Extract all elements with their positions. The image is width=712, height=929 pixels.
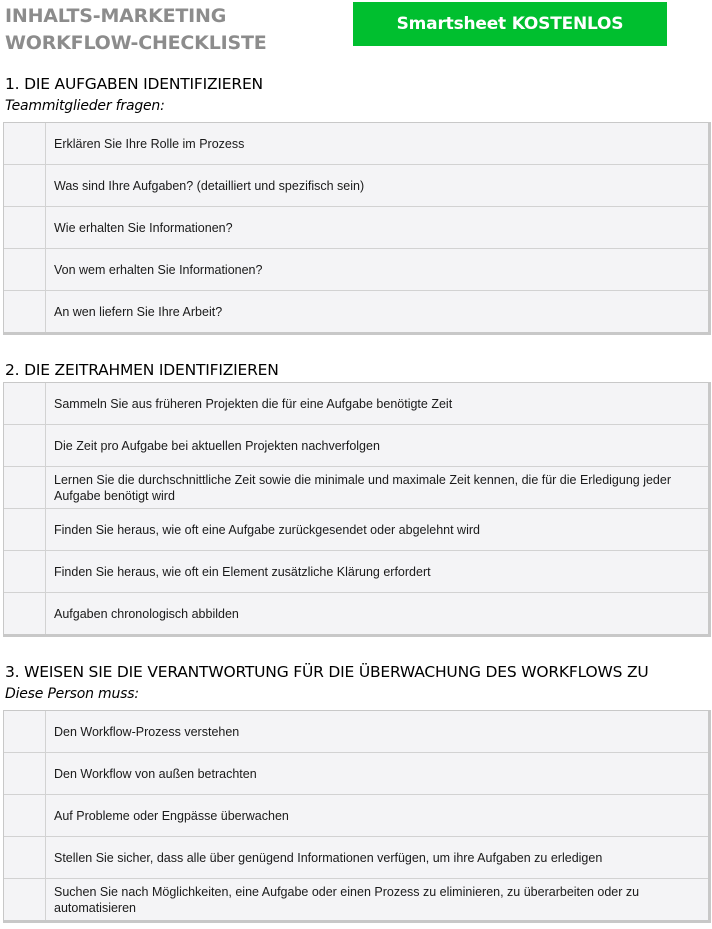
checkbox[interactable] (4, 165, 46, 206)
checkbox[interactable] (4, 291, 46, 332)
section-subheading: Teammitglieder fragen: (5, 98, 165, 114)
checklist-row (4, 249, 708, 291)
section-subheading: Diese Person muss: (5, 686, 139, 702)
checklist-item-text: Was sind Ihre Aufgaben? (detailliert und spezifisch sein) (54, 178, 365, 193)
checklist-item-text: Auf Probleme oder Engpässe überwachen (54, 808, 289, 823)
checklist-row (4, 795, 708, 837)
checklist-item-text: Lernen Sie die durchschnittliche Zeit sowie die minimale und maximale Zeit kennen, die für die Erledigung jeder Aufgabe benötigt wird (54, 472, 671, 503)
checkbox[interactable] (4, 383, 46, 424)
checklist-row (4, 753, 708, 795)
checklist-row (4, 425, 708, 467)
checklist-item-text: Den Workflow-Prozess verstehen (54, 724, 240, 739)
checklist-item-text: Von wem erhalten Sie Informationen? (54, 262, 263, 277)
checklist-row (4, 837, 708, 879)
checkbox[interactable] (4, 123, 46, 164)
section-identify-timeframes (0, 359, 712, 637)
checklist-row (4, 551, 708, 593)
checklist-item-text: Wie erhalten Sie Informationen? (54, 220, 233, 235)
checklist-item-text: An wen liefern Sie Ihre Arbeit? (54, 304, 223, 319)
checklist-row (4, 467, 708, 509)
checklist-item-text: Aufgaben chronologisch abbilden (54, 606, 239, 621)
section-heading: 1. DIE AUFGABEN IDENTIFIZIEREN (5, 75, 263, 93)
checkbox[interactable] (4, 467, 46, 508)
checkbox[interactable] (4, 551, 46, 592)
checklist-table (3, 710, 711, 923)
checklist-row (4, 879, 708, 920)
checkbox[interactable] (4, 753, 46, 794)
checkbox[interactable] (4, 795, 46, 836)
checklist-item-text: Erklären Sie Ihre Rolle im Prozess (54, 136, 245, 151)
checklist-item-text: Finden Sie heraus, wie oft eine Aufgabe zurückgesendet oder abgelehnt wird (54, 522, 480, 537)
section-heading: 3. WEISEN SIE DIE VERANTWORTUNG FÜR DIE ÜBERWACHUNG DES WORKFLOWS ZU (5, 663, 649, 681)
checklist-row (4, 383, 708, 425)
checkbox[interactable] (4, 509, 46, 550)
checklist-row (4, 711, 708, 753)
smartsheet-free-button[interactable]: Smartsheet KOSTENLOS (353, 2, 667, 46)
checklist-row (4, 593, 708, 634)
checklist-item-text: Die Zeit pro Aufgabe bei aktuellen Projekten nachverfolgen (54, 438, 380, 453)
checklist-item-text: Finden Sie heraus, wie oft ein Element zusätzliche Klärung erfordert (54, 564, 431, 579)
section-heading: 2. DIE ZEITRAHMEN IDENTIFIZIEREN (5, 361, 279, 379)
checkbox[interactable] (4, 207, 46, 248)
section-identify-tasks (0, 73, 712, 335)
checkbox[interactable] (4, 593, 46, 634)
checklist-row (4, 509, 708, 551)
checklist-item-text: Den Workflow von außen betrachten (54, 766, 257, 781)
checklist-row (4, 207, 708, 249)
checklist-item-text: Sammeln Sie aus früheren Projekten die für eine Aufgabe benötigte Zeit (54, 396, 453, 411)
title-line-1: INHALTS-MARKETING (5, 5, 227, 27)
checklist-row (4, 165, 708, 207)
document-title (5, 3, 267, 57)
section-assign-responsibility (0, 661, 712, 923)
checkbox[interactable] (4, 711, 46, 752)
checklist-row (4, 123, 708, 165)
checkbox[interactable] (4, 879, 46, 920)
title-line-2: WORKFLOW-CHECKLISTE (5, 32, 267, 54)
checkbox[interactable] (4, 837, 46, 878)
checkbox[interactable] (4, 425, 46, 466)
checkbox[interactable] (4, 249, 46, 290)
checklist-item-text: Suchen Sie nach Möglichkeiten, eine Aufgabe oder einen Prozess zu eliminieren, zu überarbeiten oder zu automatisieren (54, 884, 640, 915)
checklist-row (4, 291, 708, 332)
checklist-item-text: Stellen Sie sicher, dass alle über genügend Informationen verfügen, um ihre Aufgaben zu erledigen (54, 850, 603, 865)
checklist-table (3, 382, 711, 637)
checklist-table (3, 122, 711, 335)
